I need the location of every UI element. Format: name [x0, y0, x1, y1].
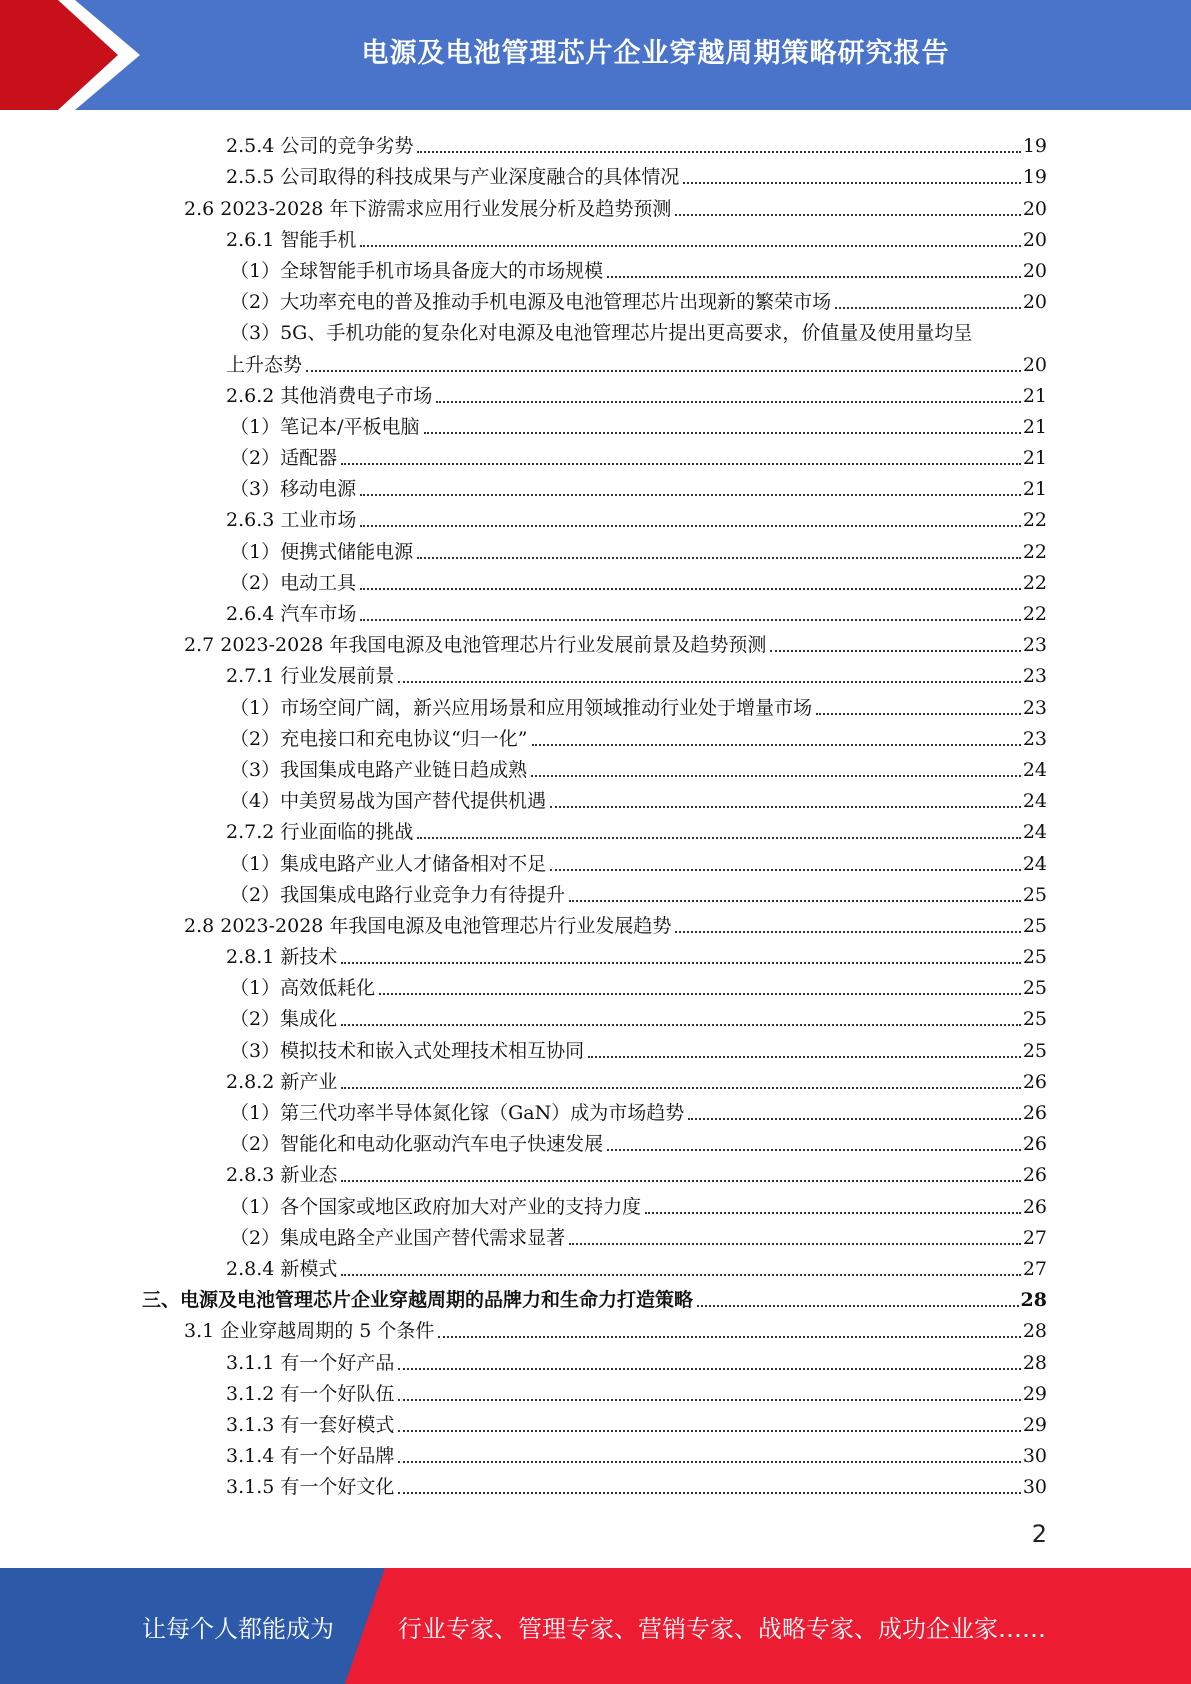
toc-entry-title: （2）智能化和电动化驱动汽车电子快速发展	[230, 1133, 604, 1156]
toc-leader-dots	[569, 1242, 1021, 1245]
toc-entry-page: 26	[1022, 1164, 1047, 1187]
toc-entry-page: 26	[1022, 1195, 1047, 1218]
toc-entry-page: 22	[1022, 603, 1047, 625]
toc-entry-title: 3.1.4 有一个好品牌	[226, 1445, 395, 1468]
toc-leader-dots	[360, 618, 1020, 621]
toc-entry[interactable]	[0, 1156, 1047, 1187]
toc-entry[interactable]	[0, 283, 1047, 314]
toc-leader-dots	[398, 1398, 1020, 1401]
toc-leader-dots	[360, 244, 1020, 247]
toc-entry-page: 24	[1022, 821, 1047, 844]
page-footer	[0, 1568, 1191, 1684]
toc-entry[interactable]	[0, 564, 1047, 595]
toc-entry[interactable]	[0, 595, 1047, 626]
toc-entry-title: 2.8.1 新技术	[226, 946, 338, 969]
toc-entry-title: （1）笔记本/平板电脑	[230, 415, 420, 438]
toc-entry[interactable]	[0, 1125, 1047, 1156]
header-arrow-decoration	[0, 0, 160, 110]
toc-leader-dots	[398, 680, 1020, 683]
toc-leader-dots	[398, 1491, 1020, 1494]
toc-entry-page: 23	[1022, 727, 1047, 750]
toc-leader-dots	[360, 493, 1021, 496]
toc-entry-page: 21	[1022, 415, 1047, 438]
toc-leader-dots	[835, 306, 1021, 309]
toc-entry-page: 19	[1022, 166, 1047, 189]
toc-leader-dots	[688, 1117, 1021, 1120]
toc-entry-title: 2.6 2023-2028 年下游需求应用行业发展分析及趋势预测	[184, 197, 672, 220]
toc-entry-page: 25	[1022, 977, 1047, 1000]
toc-entry-title: （2）充电接口和充电协议“归一化”	[230, 727, 528, 750]
toc-entry[interactable]	[0, 127, 1047, 158]
toc-leader-dots	[398, 1429, 1020, 1432]
toc-entry-title: （3）5G、手机功能的复杂化对电源及电池管理芯片提出更高要求，价值量及使用量均呈	[230, 322, 973, 345]
toc-entry-title: 2.6.3 工业市场	[226, 509, 357, 532]
toc-entry-page: 19	[1022, 135, 1047, 158]
toc-entry[interactable]	[0, 1063, 1047, 1094]
toc-entry-page: 24	[1022, 852, 1047, 875]
toc-entry[interactable]	[0, 470, 1047, 501]
toc-entry-page: 24	[1022, 790, 1047, 813]
toc-entry-title: （1）高效低耗化	[230, 977, 376, 1000]
toc-entry[interactable]	[0, 158, 1047, 189]
toc-leader-dots	[675, 213, 1020, 216]
toc-entry[interactable]	[0, 1437, 1047, 1468]
toc-leader-dots	[675, 930, 1020, 933]
toc-entry[interactable]	[0, 1031, 1047, 1062]
toc-entry-title: 2.7.1 行业发展前景	[226, 665, 395, 688]
toc-entry-title: 2.8.3 新业态	[226, 1164, 338, 1187]
toc-entry-page: 21	[1022, 384, 1047, 407]
toc-entry-title: 2.6.2 其他消费电子市场	[226, 384, 433, 407]
toc-entry[interactable]	[0, 657, 1047, 688]
toc-entry[interactable]	[0, 1468, 1047, 1499]
toc-leader-dots	[379, 992, 1021, 995]
footer-slogan-right: 行业专家、管理专家、营销专家、战略专家、成功企业家……	[398, 1614, 1046, 1643]
toc-entry-page: 28	[1020, 1289, 1047, 1312]
toc-entry-title: （2）电动工具	[230, 571, 357, 594]
toc-leader-dots	[532, 743, 1021, 746]
toc-entry-page: 24	[1022, 758, 1047, 781]
toc-leader-dots	[341, 1086, 1020, 1089]
toc-leader-dots	[417, 150, 1020, 153]
toc-entry[interactable]	[0, 501, 1047, 532]
page-number: 2	[1031, 1520, 1047, 1548]
toc-entry-page: 23	[1022, 634, 1047, 657]
toc-entry-title: （3）移动电源	[230, 478, 357, 501]
toc-entry[interactable]	[0, 751, 1047, 782]
toc-leader-dots	[417, 556, 1021, 559]
toc-entry[interactable]	[0, 1219, 1047, 1250]
toc-leader-dots	[341, 1273, 1020, 1276]
toc-entry-page: 26	[1022, 1133, 1047, 1156]
toc-entry-page: 22	[1022, 571, 1047, 594]
toc-entry-page: 30	[1022, 1476, 1047, 1499]
toc-entry[interactable]	[0, 1375, 1047, 1406]
page-header	[0, 0, 1191, 110]
toc-entry-title: （3）模拟技术和嵌入式处理技术相互协同	[230, 1039, 585, 1062]
toc-entry[interactable]	[0, 1187, 1047, 1218]
toc-entry[interactable]	[0, 221, 1047, 252]
toc-entry[interactable]	[0, 782, 1047, 813]
toc-entry[interactable]	[0, 907, 1047, 938]
toc-entry[interactable]	[0, 844, 1047, 875]
toc-leader-dots	[683, 181, 1020, 184]
toc-entry-page: 23	[1022, 665, 1047, 688]
toc-entry-title: 2.7.2 行业面临的挑战	[226, 821, 414, 844]
toc-entry-title: 3.1.1 有一个好产品	[226, 1351, 395, 1374]
toc-entry-title: （2）适配器	[230, 447, 338, 470]
toc-entry-title: 3.1.5 有一个好文化	[226, 1476, 395, 1499]
toc-entry[interactable]	[0, 314, 1047, 345]
toc-entry[interactable]	[0, 345, 1047, 376]
toc-leader-dots	[550, 868, 1021, 871]
toc-entry-page: 20	[1022, 291, 1047, 314]
toc-entry-title: 2.8.2 新产业	[226, 1070, 338, 1093]
toc-entry-title: 2.5.4 公司的竞争劣势	[226, 135, 414, 158]
toc-entry[interactable]	[0, 1000, 1047, 1031]
toc-entry[interactable]	[0, 408, 1047, 439]
toc-entry[interactable]	[0, 969, 1047, 1000]
toc-entry-title: 2.7 2023-2028 年我国电源及电池管理芯片行业发展前景及趋势预测	[184, 634, 767, 657]
toc-entry[interactable]	[0, 1281, 1047, 1312]
toc-entry[interactable]	[0, 189, 1047, 220]
toc-entry[interactable]	[0, 252, 1047, 283]
toc-entry-title: 3.1.3 有一套好模式	[226, 1413, 395, 1436]
toc-entry-page: 25	[1022, 914, 1047, 937]
toc-entry-title: （1）集成电路产业人才储备相对不足	[230, 852, 547, 875]
toc-leader-dots	[816, 712, 1021, 715]
toc-entry-page: 20	[1022, 259, 1047, 282]
toc-leader-dots	[398, 1367, 1020, 1370]
toc-entry-page: 29	[1022, 1382, 1047, 1405]
toc-entry-page: 20	[1022, 353, 1047, 376]
footer-slogan-left: 让每个人都能成为	[142, 1614, 334, 1643]
toc-leader-dots	[306, 369, 1021, 372]
toc-entry[interactable]	[0, 1406, 1047, 1437]
toc-leader-dots	[588, 1055, 1021, 1058]
toc-entry[interactable]	[0, 377, 1047, 408]
toc-entry-page: 20	[1022, 197, 1047, 220]
toc-leader-dots	[697, 1304, 1019, 1307]
toc-entry-title: 3.1 企业穿越周期的 5 个条件	[184, 1320, 435, 1343]
toc-leader-dots	[770, 649, 1020, 652]
toc-entry-page: 26	[1022, 1070, 1047, 1093]
toc-leader-dots	[341, 1179, 1020, 1182]
toc-leader-dots	[360, 587, 1021, 590]
toc-entry-page: 27	[1022, 1257, 1047, 1280]
toc-entry[interactable]	[0, 720, 1047, 751]
toc-entry[interactable]	[0, 1250, 1047, 1281]
toc-entry-title: （4）中美贸易战为国产替代提供机遇	[230, 790, 547, 813]
toc-leader-dots	[569, 899, 1021, 902]
toc-entry[interactable]	[0, 938, 1047, 969]
toc-entry-page: 30	[1022, 1445, 1047, 1468]
toc-entry-page: 21	[1022, 447, 1047, 470]
toc-entry-title: （1）各个国家或地区政府加大对产业的支持力度	[230, 1195, 642, 1218]
toc-entry-page: 28	[1022, 1351, 1047, 1374]
toc-entry-page: 25	[1022, 946, 1047, 969]
toc-leader-dots	[607, 275, 1021, 278]
toc-entry-page: 25	[1022, 883, 1047, 906]
toc-entry-title: 3.1.2 有一个好队伍	[226, 1382, 395, 1405]
table-of-contents	[0, 127, 1191, 1499]
toc-leader-dots	[438, 1335, 1020, 1338]
toc-leader-dots	[341, 961, 1020, 964]
toc-entry-title: （2）我国集成电路行业竞争力有待提升	[230, 883, 566, 906]
toc-entry-page: 23	[1022, 696, 1047, 719]
toc-entry-page: 27	[1022, 1226, 1047, 1249]
toc-entry-title: （1）便携式储能电源	[230, 540, 414, 563]
toc-entry[interactable]	[0, 1094, 1047, 1125]
toc-entry[interactable]	[0, 626, 1047, 657]
toc-entry-title: （2）集成电路全产业国产替代需求显著	[230, 1226, 566, 1249]
toc-leader-dots	[550, 805, 1021, 808]
toc-leader-dots	[398, 1460, 1020, 1463]
toc-entry-page: 22	[1022, 509, 1047, 532]
toc-entry-page: 22	[1022, 540, 1047, 563]
toc-entry[interactable]	[0, 688, 1047, 719]
toc-entry-title: 2.6.4 汽车市场	[226, 603, 357, 625]
toc-leader-dots	[360, 524, 1020, 527]
toc-entry[interactable]	[0, 1343, 1047, 1374]
toc-leader-dots	[645, 1211, 1021, 1214]
report-title: 电源及电池管理芯片企业穿越周期策略研究报告	[361, 37, 950, 69]
toc-entry-page: 26	[1022, 1102, 1047, 1124]
toc-entry-title: 上升态势	[226, 353, 303, 376]
toc-entry[interactable]	[0, 813, 1047, 844]
toc-entry-title: （3）我国集成电路产业链日趋成熟	[230, 758, 528, 781]
toc-entry-title: 2.8 2023-2028 年我国电源及电池管理芯片行业发展趋势	[184, 914, 672, 937]
toc-leader-dots	[436, 400, 1020, 403]
toc-leader-dots	[531, 774, 1021, 777]
toc-entry-page: 21	[1022, 478, 1047, 501]
toc-entry-page: 20	[1022, 228, 1047, 251]
toc-entry-title: 2.6.1 智能手机	[226, 228, 357, 251]
toc-entry-page: 25	[1022, 1039, 1047, 1062]
toc-entry-title: 三、电源及电池管理芯片企业穿越周期的品牌力和生命力打造策略	[142, 1289, 694, 1312]
toc-entry-title: 2.5.5 公司取得的科技成果与产业深度融合的具体情况	[226, 166, 680, 189]
toc-entry-title: （1）第三代功率半导体氮化镓（GaN）成为市场趋势	[230, 1102, 685, 1124]
toc-entry[interactable]	[0, 1312, 1047, 1343]
toc-entry[interactable]	[0, 876, 1047, 907]
toc-entry[interactable]	[0, 532, 1047, 563]
toc-leader-dots	[607, 1148, 1021, 1151]
toc-entry-title: （1）全球智能手机市场具备庞大的市场规模	[230, 259, 604, 282]
toc-entry-title: （1）市场空间广阔，新兴应用场景和应用领域推动行业处于增量市场	[230, 696, 813, 719]
toc-entry-title: （2）大功率充电的普及推动手机电源及电池管理芯片出现新的繁荣市场	[230, 291, 832, 314]
toc-entry[interactable]	[0, 439, 1047, 470]
toc-entry-page: 29	[1022, 1413, 1047, 1436]
toc-leader-dots	[341, 462, 1021, 465]
toc-entry-title: 2.8.4 新模式	[226, 1257, 338, 1280]
toc-entry-page: 25	[1022, 1008, 1047, 1031]
toc-leader-dots	[417, 836, 1020, 839]
toc-entry-title: （2）集成化	[230, 1008, 338, 1031]
toc-leader-dots	[341, 1023, 1021, 1026]
toc-entry-page: 28	[1022, 1320, 1047, 1343]
toc-leader-dots	[424, 431, 1021, 434]
